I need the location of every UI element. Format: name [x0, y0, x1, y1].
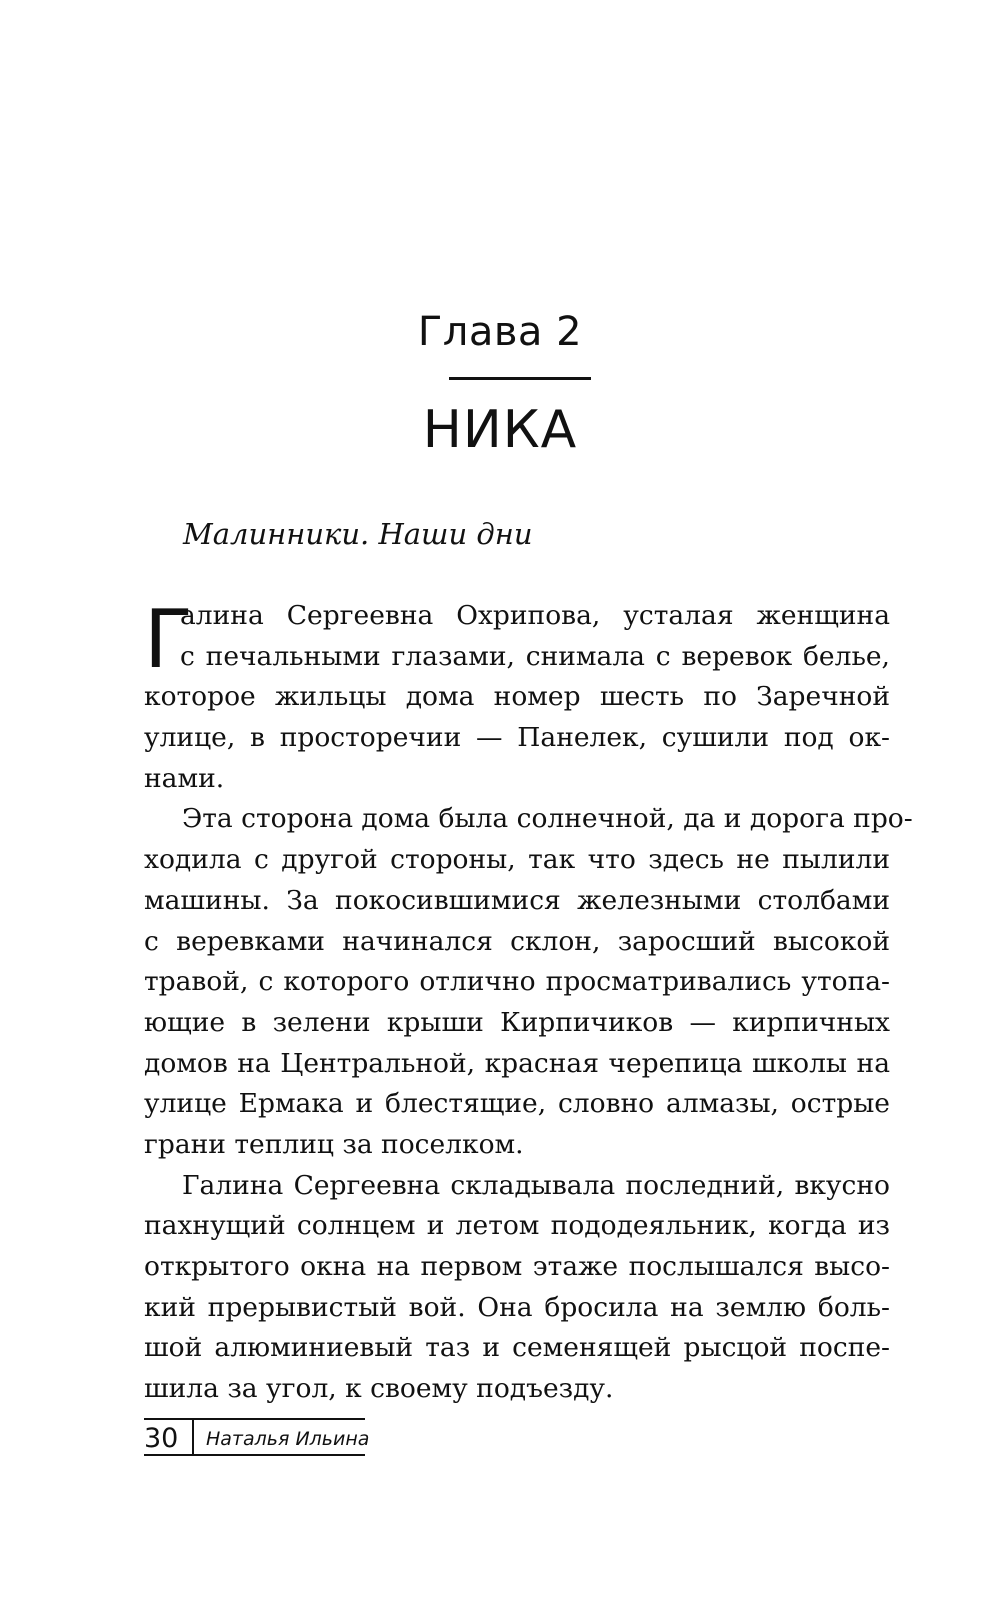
text-line: пахнущий солнцем и летом пододеяльник, когда из: [144, 1210, 890, 1242]
text-line: домов на Центральной, красная черепица школы на: [144, 1047, 890, 1079]
text-line: улице Ермака и блестящие, словно алмазы, острые: [144, 1088, 890, 1120]
text-line: грани теплиц за поселком.: [144, 1128, 524, 1160]
text-line: улице, в просторечии — Панелек, сушили под ок-: [144, 722, 890, 754]
text-line: Эта сторона дома была солнечной, да и дорога про-: [182, 803, 913, 835]
footer-divider: [192, 1420, 194, 1454]
running-title: Наталья Ильина: [206, 1428, 370, 1450]
text-line: алина Сергеевна Охрипова, усталая женщина: [180, 600, 890, 631]
text-line: машины. За покосившимися железными столбами: [144, 884, 890, 916]
drop-cap: Г: [144, 593, 193, 686]
epigraph: Малинники. Наши дни: [183, 517, 533, 551]
body-text: [144, 593, 913, 1410]
page-number: 30: [144, 1423, 179, 1454]
text-line: ходила с другой стороны, так что здесь не пылили: [144, 844, 890, 876]
chapter-divider: [449, 377, 591, 380]
text-line: с печальными глазами, снимала с веревок белье,: [180, 640, 890, 672]
text-line: которое жильцы дома номер шесть по Заречной: [144, 681, 890, 713]
text-line: шила за угол, к своему подъезду.: [144, 1373, 614, 1405]
chapter-title: НИКА: [422, 400, 578, 460]
text-line: с веревками начинался склон, заросший высокой: [144, 925, 890, 957]
text-line: Галина Сергеевна складывала последний, вкусно: [182, 1169, 890, 1201]
chapter-label: Глава 2: [417, 309, 583, 355]
text-line: травой, с которого отлично просматривались утопа-: [144, 966, 890, 998]
text-line: открытого окна на первом этаже послышался высо-: [144, 1251, 890, 1282]
text-line: ющие в зелени крыши Кирпичиков — кирпичных: [144, 1006, 890, 1038]
text-line: шой алюминиевый таз и семенящей рысцой поспе-: [144, 1332, 890, 1364]
text-line: нами.: [144, 762, 225, 794]
text-line: кий прерывистый вой. Она бросила на землю боль-: [144, 1291, 890, 1323]
